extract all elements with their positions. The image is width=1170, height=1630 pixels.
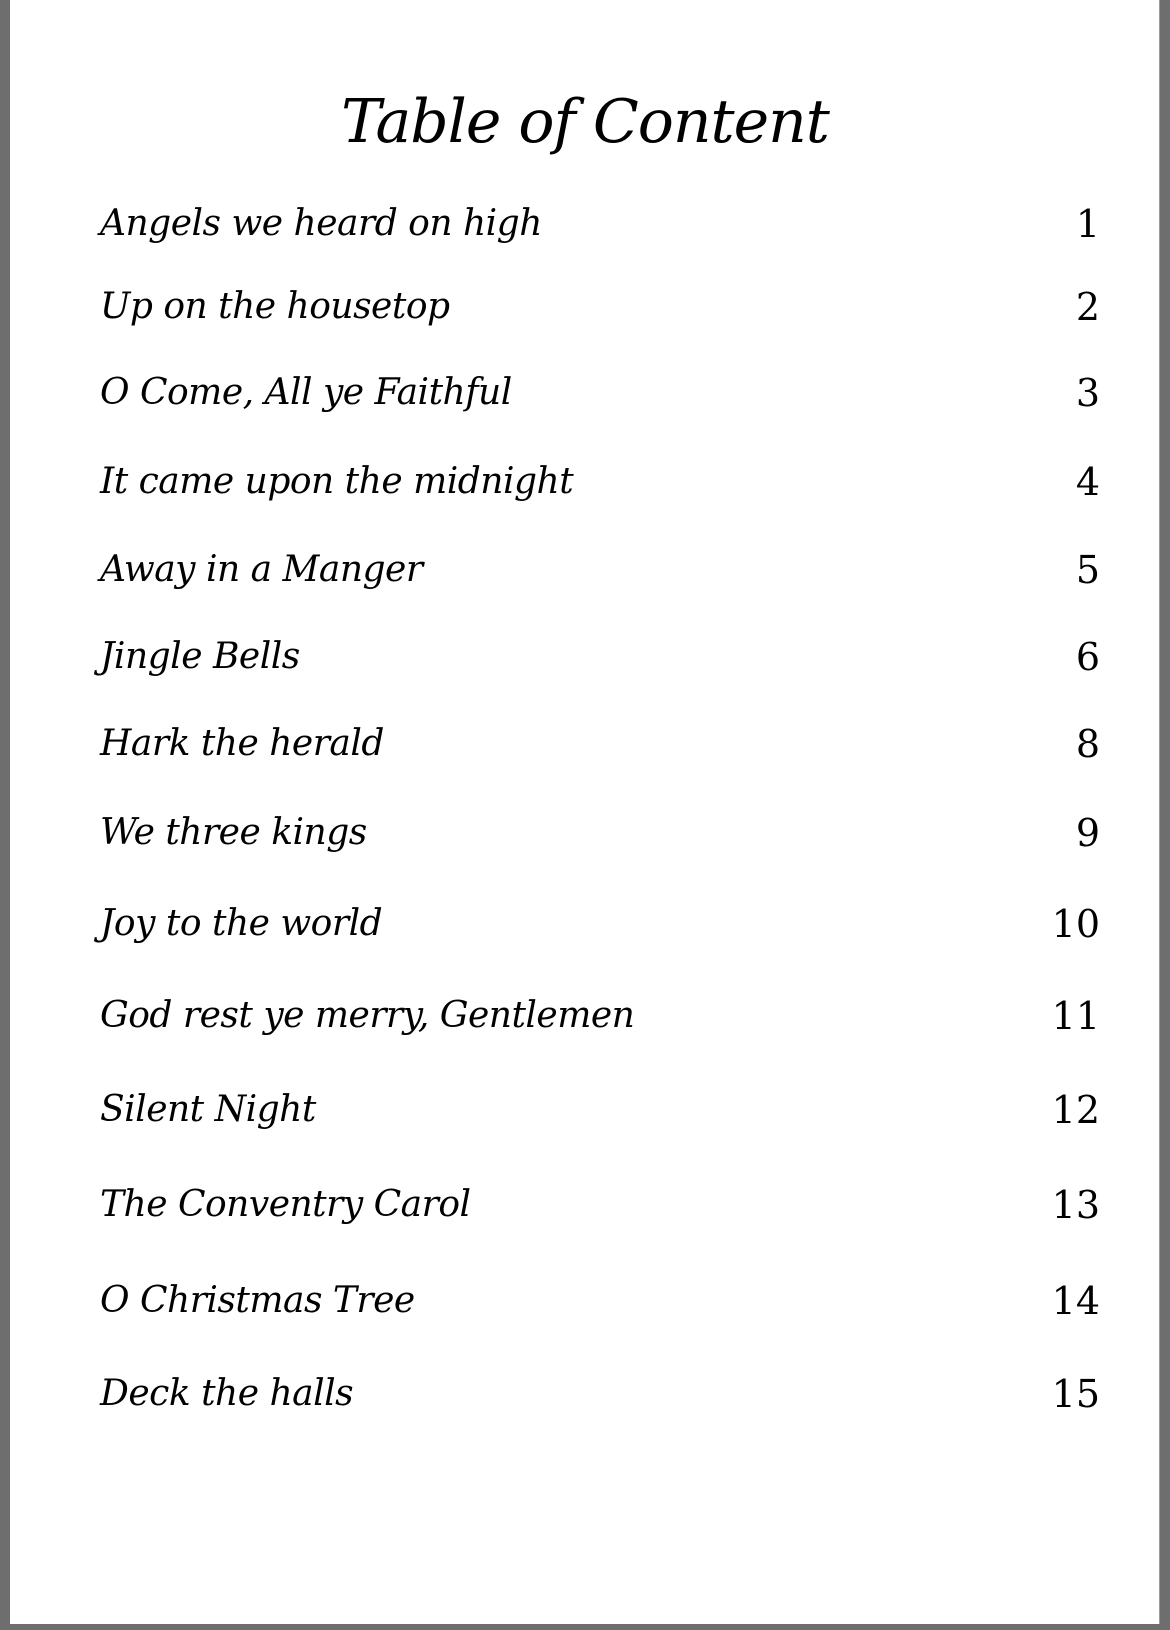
toc-entry-title: O Come, All ye Faithful — [100, 372, 512, 413]
toc-entry — [100, 806, 1100, 860]
toc-entry-page-number: 6 — [1075, 635, 1100, 679]
toc-entry-title: The Conventry Carol — [100, 1184, 471, 1225]
toc-entry-page-number: 5 — [1075, 548, 1100, 592]
toc-entry-page-number: 2 — [1075, 285, 1100, 329]
toc-entry — [100, 1274, 1100, 1328]
toc-entry-title: Jingle Bells — [100, 636, 300, 677]
toc-entry — [100, 366, 1100, 420]
toc-entry-title: O Christmas Tree — [100, 1280, 415, 1321]
toc-entry-page-number: 4 — [1075, 460, 1100, 504]
toc-entry — [100, 630, 1100, 684]
toc-entry — [100, 197, 1100, 251]
toc-entry-title: Joy to the world — [100, 903, 383, 944]
toc-entry-page-number: 3 — [1075, 371, 1100, 415]
toc-entry-page-number: 10 — [1051, 902, 1100, 946]
toc-entry-title: Silent Night — [100, 1089, 316, 1130]
toc-entry-title: It came upon the midnight — [100, 461, 574, 502]
toc-entry-page-number: 12 — [1051, 1088, 1100, 1132]
toc-entry-title: Deck the halls — [100, 1373, 354, 1414]
toc-entry-page-number: 9 — [1075, 811, 1100, 855]
toc-entry-title: Up on the housetop — [100, 286, 450, 327]
toc-entry — [100, 455, 1100, 509]
toc-entry — [100, 280, 1100, 334]
toc-entry — [100, 1367, 1100, 1421]
toc-entry-page-number: 15 — [1051, 1372, 1100, 1416]
toc-entry-title: God rest ye merry, Gentlemen — [100, 995, 635, 1036]
page-edge-divider — [1159, 0, 1160, 1624]
toc-entry-title: Hark the herald — [100, 723, 384, 764]
toc-entry-title: Angels we heard on high — [100, 203, 542, 244]
toc-entry-page-number: 13 — [1051, 1183, 1100, 1227]
toc-entry-page-number: 8 — [1075, 722, 1100, 766]
toc-entry — [100, 1178, 1100, 1232]
page-title: Table of Content — [341, 87, 829, 157]
toc-entry — [100, 1083, 1100, 1137]
toc-entry-page-number: 14 — [1051, 1279, 1100, 1323]
toc-entry-page-number: 11 — [1051, 994, 1100, 1038]
toc-entry — [100, 543, 1100, 597]
toc-entry — [100, 717, 1100, 771]
toc-entry-page-number: 1 — [1075, 202, 1100, 246]
toc-entry — [100, 897, 1100, 951]
table-of-contents — [10, 0, 1160, 1624]
toc-entry — [100, 989, 1100, 1043]
toc-entry-title: We three kings — [100, 812, 367, 853]
toc-entry-title: Away in a Manger — [100, 549, 423, 590]
document-page — [10, 0, 1160, 1624]
